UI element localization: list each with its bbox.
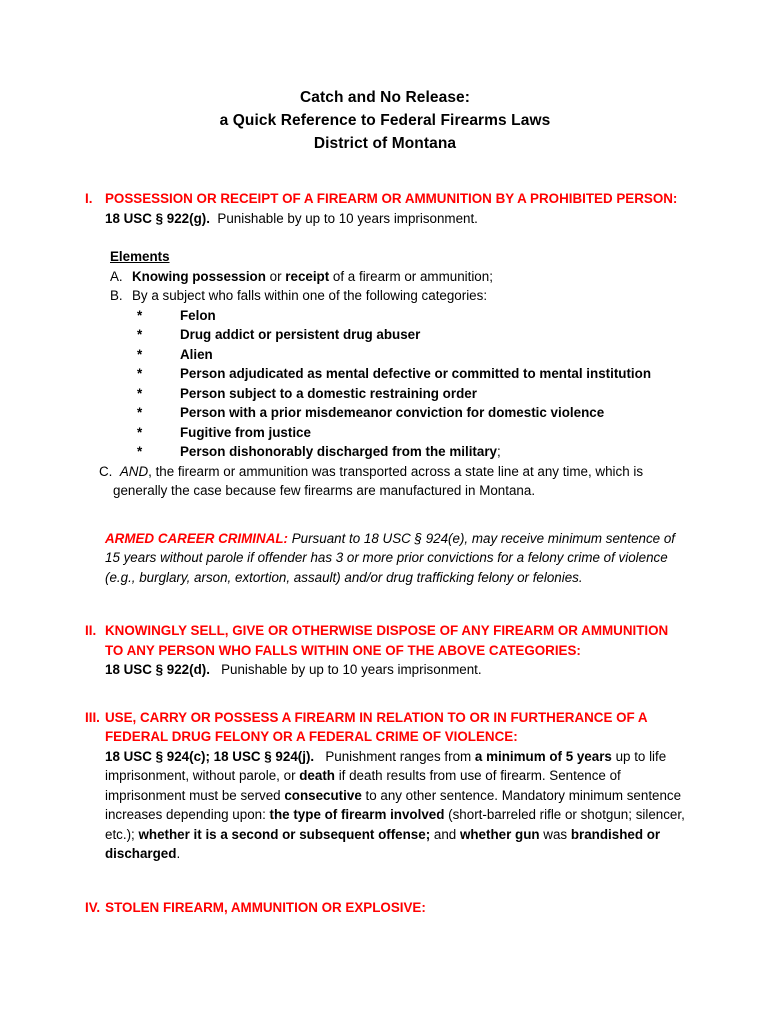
- document-content: [85, 86, 685, 917]
- asterisk-icon: *: [137, 366, 143, 381]
- text-run: to any other sentence. Mandatory minimum sentence increases depending upon:: [105, 787, 682, 822]
- element-a: [85, 267, 685, 287]
- section-heading-3: [85, 708, 685, 747]
- section-heading-1: [85, 189, 685, 209]
- category-label: Person with a prior misdemeanor conviction for domestic violence: [180, 405, 605, 420]
- section-title-4: STOLEN FIREARM, AMMUNITION OR EXPLOSIVE:: [105, 899, 426, 915]
- category-item: [85, 345, 685, 365]
- asterisk-icon: *: [137, 307, 143, 323]
- statute-citation-2: 18 USC § 922(d).: [105, 662, 210, 677]
- asterisk-icon: *: [137, 405, 143, 420]
- category-label: Fugitive from justice: [180, 424, 311, 440]
- text-run: Punishment ranges from: [325, 748, 475, 764]
- element-a-text: [132, 267, 685, 287]
- text-run: was: [539, 826, 571, 842]
- category-label: Person dishonorably discharged from the military;: [180, 444, 501, 459]
- section-numeral-4: IV.: [85, 899, 101, 915]
- section-heading-2: [85, 621, 685, 660]
- text-run: and: [430, 826, 460, 842]
- category-item: [85, 306, 685, 326]
- section-heading-4: [85, 898, 685, 918]
- category-item: [85, 423, 685, 443]
- category-label: Alien: [180, 346, 213, 362]
- category-label: Felon: [180, 307, 216, 323]
- emphasis-run: a minimum of 5 years: [474, 748, 612, 764]
- spacer: [85, 155, 685, 189]
- asterisk-icon: *: [137, 327, 143, 342]
- spacer: [85, 864, 685, 898]
- category-item: [85, 403, 685, 423]
- category-item: [85, 325, 685, 345]
- title-line-1: Catch and No Release:: [299, 89, 471, 106]
- text-run: (short-barreled rifle or shotgun; silencer, etc.);: [105, 807, 685, 842]
- category-label: Person subject to a domestic restraining order: [180, 385, 477, 401]
- category-item: [85, 442, 685, 462]
- note-lead-label: ARMED CAREER CRIMINAL:: [105, 530, 288, 546]
- spacer: [85, 228, 685, 247]
- armed-career-criminal-note: [85, 529, 685, 588]
- asterisk-icon: *: [137, 346, 143, 362]
- emphasis-run: whether gun: [459, 826, 540, 842]
- page-title: [85, 86, 685, 155]
- element-a-bold-1: Knowing possession: [132, 268, 266, 284]
- statute-penalty-1: Punishable by up to 10 years imprisonment.: [217, 210, 478, 226]
- statute-line-2: [85, 660, 685, 680]
- statute-line-1: [85, 209, 685, 229]
- section-numeral-2: II.: [85, 623, 97, 638]
- category-label: Drug addict or persistent drug abuser: [180, 327, 421, 342]
- element-c: [85, 462, 685, 501]
- statute-citation-3: 18 USC § 924(c); 18 USC § 924(j).: [105, 748, 315, 764]
- emphasis-run: whether it is a second or subsequent offense;: [138, 826, 431, 842]
- asterisk-icon: *: [137, 385, 143, 401]
- category-label: Person adjudicated as mental defective or committed to mental institution: [180, 366, 651, 381]
- asterisk-icon: *: [137, 424, 143, 440]
- element-c-text: , the firearm or ammunition was transported across a state line at any time, which is generally the case because few firearms are manufactured in Montana.: [113, 463, 644, 498]
- statute-penalty-2: Punishable by up to 10 years imprisonment.: [221, 662, 482, 677]
- note-body-text: Pursuant to 18 USC § 924(e), may receive minimum sentence of 15 years without parole if offender has 3 or more prior convictions for a felony crime of violence (e.g., burglary, arson, extortion, assault) and/or drug trafficking felony or felonies.: [105, 530, 676, 585]
- element-b: [85, 286, 685, 306]
- title-line-3: District of Montana: [313, 135, 457, 152]
- category-item: [85, 384, 685, 404]
- section-title-1: POSSESSION OR RECEIPT OF A FIREARM OR AMMUNITION BY A PROHIBITED PERSON:: [105, 191, 678, 206]
- prohibited-categories-list: [85, 306, 685, 462]
- element-c-letter: C.: [99, 463, 113, 479]
- element-a-letter: A.: [110, 268, 123, 284]
- spacer: [85, 501, 685, 529]
- emphasis-run: brandished or discharged: [105, 826, 661, 861]
- asterisk-icon: *: [137, 444, 143, 459]
- text-run: .: [176, 846, 181, 861]
- emphasis-run: death: [299, 768, 335, 783]
- section-title-2: KNOWINGLY SELL, GIVE OR OTHERWISE DISPOSE OF ANY FIREARM OR AMMUNITION TO ANY PERSON WHO FALLS WITHIN ONE OF THE ABOVE CATEGORIES:: [105, 623, 669, 658]
- section-numeral-3: III.: [85, 709, 100, 725]
- statute-body-3: [105, 749, 685, 862]
- title-line-2: a Quick Reference to Federal Firearms Laws: [219, 112, 551, 129]
- element-c-italic-lead: AND: [119, 463, 149, 479]
- element-a-tail: of a firearm or ammunition;: [329, 268, 493, 284]
- spacer: [85, 680, 685, 708]
- element-b-letter: B.: [110, 288, 123, 303]
- section-numeral-1: I.: [85, 191, 93, 206]
- element-a-mid: or: [265, 268, 286, 284]
- statute-paragraph-3: [85, 747, 685, 864]
- emphasis-run: the type of firearm involved: [269, 807, 445, 822]
- text-run: if death results from use of firearm. Sentence of imprisonment must be served: [105, 768, 621, 803]
- statute-citation-1: 18 USC § 922(g).: [105, 210, 210, 226]
- text-run: up to life imprisonment, without parole, or: [105, 748, 667, 783]
- statute-gap-3: [314, 749, 325, 764]
- spacer: [85, 587, 685, 621]
- elements-label: Elements: [110, 249, 170, 264]
- element-a-bold-2: receipt: [285, 268, 330, 284]
- element-b-text: By a subject who falls within one of the following categories:: [132, 288, 488, 303]
- category-tail-punctuation: ;: [496, 444, 501, 459]
- category-item: [85, 364, 685, 384]
- section-title-3: USE, CARRY OR POSSESS A FIREARM IN RELATION TO OR IN FURTHERANCE OF A FEDERAL DRUG FELONY OR A FEDERAL CRIME OF VIOLENCE:: [105, 709, 648, 744]
- statute-gap-2: [210, 662, 221, 677]
- emphasis-run: consecutive: [284, 787, 362, 803]
